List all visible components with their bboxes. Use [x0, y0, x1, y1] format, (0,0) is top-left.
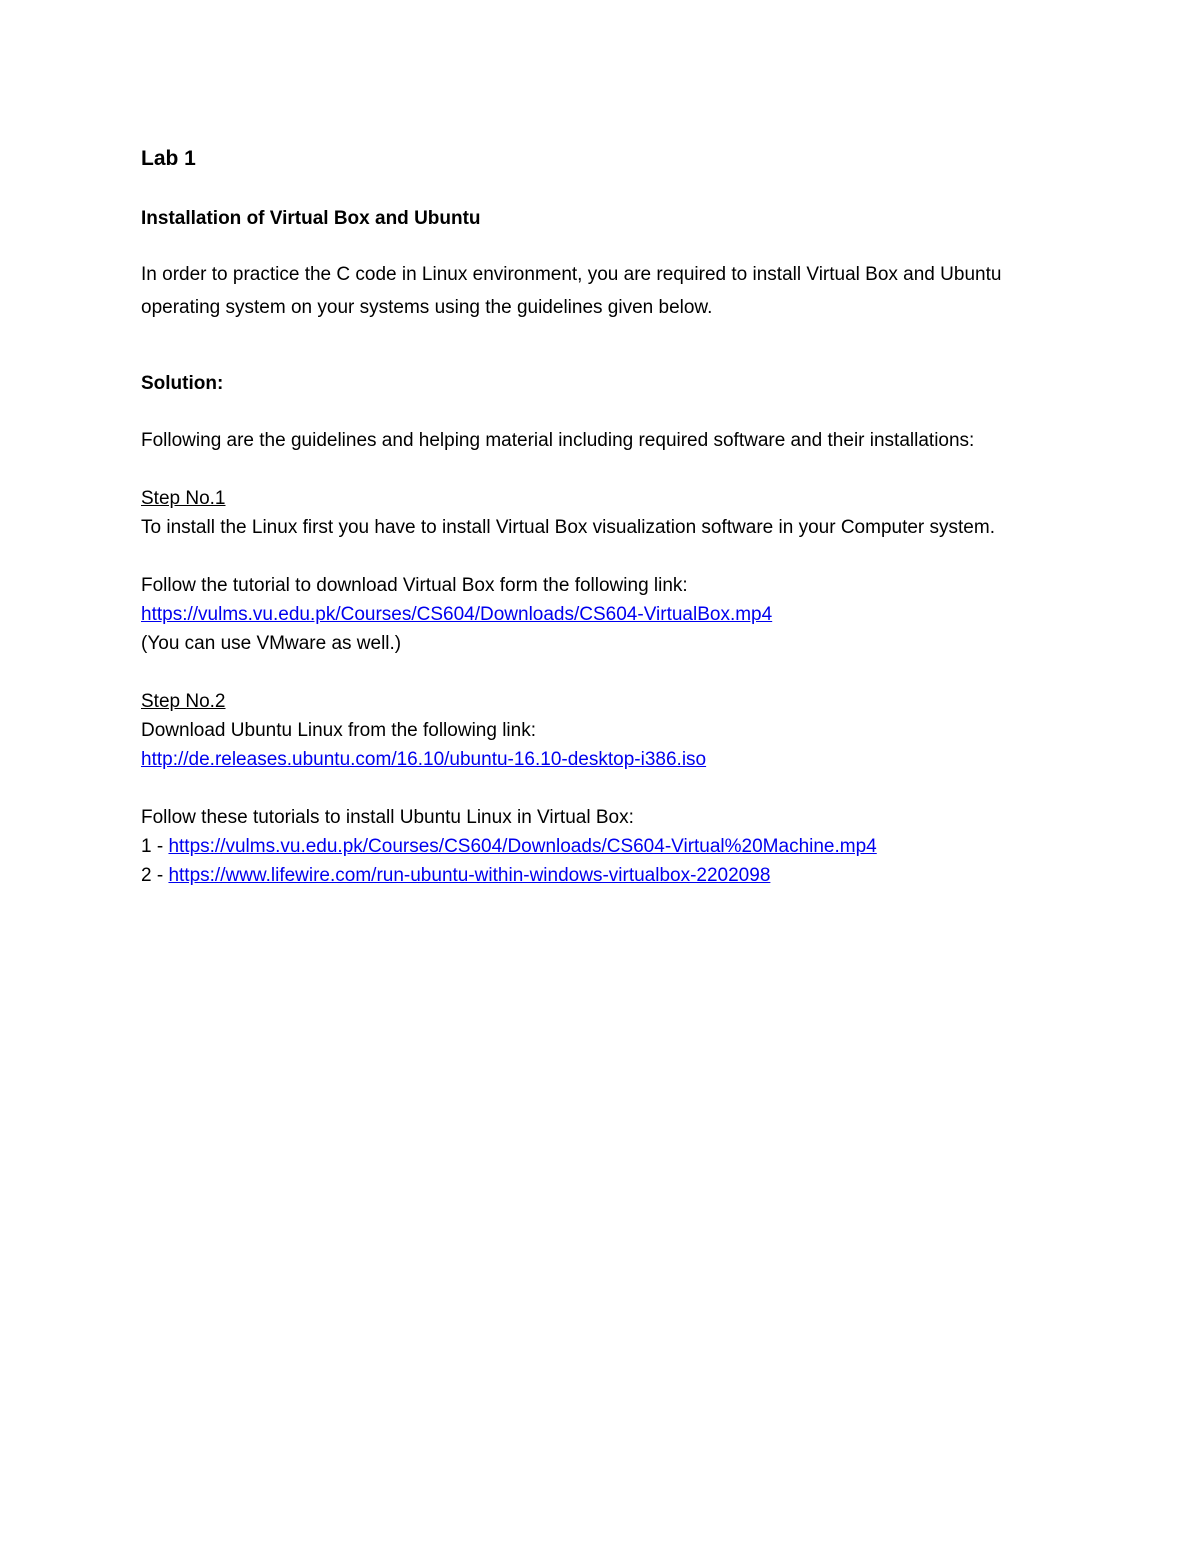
tutorial-item-2: [141, 861, 1059, 890]
tutorials-section: [141, 803, 1059, 890]
step2-text: Download Ubuntu Linux from the following link:: [141, 720, 536, 741]
guidelines-intro: Following are the guidelines and helping material including required software and their installations:: [141, 430, 975, 451]
document-subtitle: Installation of Virtual Box and Ubuntu: [141, 208, 481, 229]
intro-paragraph: In order to practice the C code in Linux environment, you are required to install Virtual Box and Ubuntu operating system on your systems using the guidelines given below.: [141, 264, 1002, 318]
virtualbox-tutorial-link[interactable]: https://vulms.vu.edu.pk/Courses/CS604/Downloads/CS604-VirtualBox.mp4: [141, 604, 773, 625]
ubuntu-download-link[interactable]: http://de.releases.ubuntu.com/16.10/ubuntu-16.10-desktop-i386.iso: [141, 749, 707, 770]
solution-label: Solution:: [141, 373, 224, 394]
document-title: Lab 1: [141, 147, 196, 170]
step1-follow-text: Follow the tutorial to download Virtual Box form the following link:: [141, 575, 688, 596]
tutorials-text: Follow these tutorials to install Ubuntu Linux in Virtual Box:: [141, 807, 634, 828]
tutorial-prefix: 2 -: [141, 865, 169, 886]
tutorial-prefix: 1 -: [141, 836, 169, 857]
step1-section: [141, 484, 1059, 542]
step1-heading: Step No.1: [141, 488, 226, 509]
step2-section: [141, 687, 1059, 774]
vm-tutorial-link[interactable]: https://vulms.vu.edu.pk/Courses/CS604/Downloads/CS604-Virtual%20Machine.mp4: [168, 836, 877, 857]
step2-heading: Step No.2: [141, 691, 226, 712]
tutorial-item-1: [141, 832, 1059, 861]
step1-download-section: [141, 571, 1059, 658]
step1-text: To install the Linux first you have to install Virtual Box visualization software in your Computer system.: [141, 517, 995, 538]
step1-note: (You can use VMware as well.): [141, 633, 402, 654]
lifewire-tutorial-link[interactable]: https://www.lifewire.com/run-ubuntu-within-windows-virtualbox-2202098: [168, 865, 771, 886]
